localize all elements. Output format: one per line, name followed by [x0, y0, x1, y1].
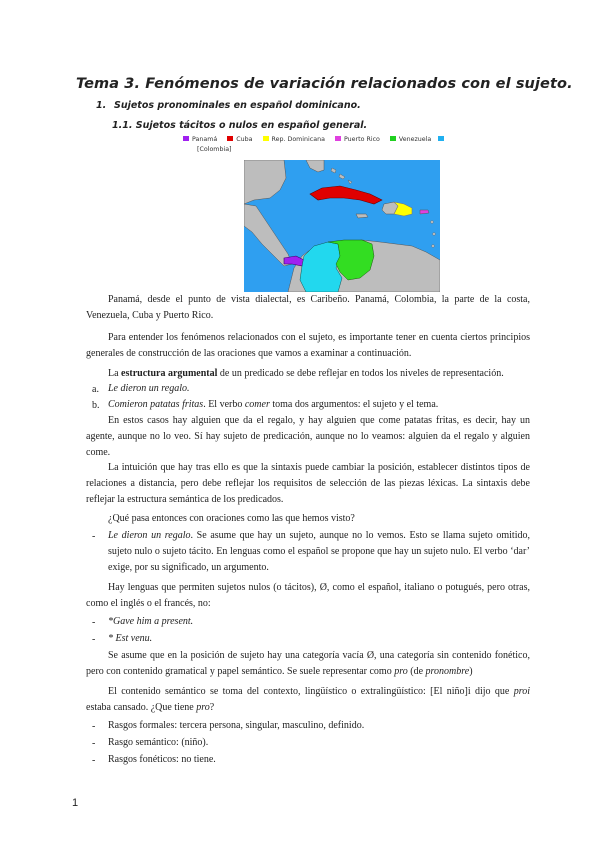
feature-semantic: Rasgo semántico: (niño).: [108, 737, 209, 748]
example-b-italic: Comieron patatas fritas: [108, 399, 204, 410]
example-b-end: toma dos argumentos: el sujeto y el tema.: [269, 399, 439, 410]
paragraph-9-pro: pro: [196, 702, 210, 713]
legend-swatch: [335, 136, 341, 141]
paragraph-8: [86, 648, 530, 680]
legend-label: Venezuela: [398, 136, 432, 143]
page-number: 1: [72, 797, 79, 809]
paragraph-9-q: ?: [209, 702, 215, 713]
example-a-text: Le dieron un regalo.: [108, 383, 190, 394]
section-number: 1.: [96, 100, 107, 111]
paragraph-3-term: estructura argumental: [121, 368, 218, 379]
dash-item-1: [108, 528, 530, 576]
paragraph-8-lead: Se asume que en la posición de sujeto hay una categoría vacía Ø, una categoría sin contenido fonético, pero con contenido gramatical y papel semántico. Se suele representar como: [86, 650, 530, 677]
dash-marker: -: [92, 634, 96, 645]
paragraph-3-rest: de un predicado se debe reflejar en todos los niveles de representación.: [217, 368, 504, 379]
paragraph-9-lead: El contenido semántico se toma del contexto, lingüístico o extralingüístico: [El niño]i dijo que: [108, 686, 514, 697]
example-marker-b: b.: [92, 400, 100, 411]
example-b: [108, 397, 438, 413]
dash-marker: -: [92, 721, 96, 732]
paragraph-9-proi: proi: [513, 686, 530, 697]
legend-swatch-colombia: [438, 136, 444, 141]
example-english-text: *Gave him a present.: [108, 616, 194, 627]
legend-label: Rep. Dominicana: [271, 136, 325, 143]
legend-swatch: [183, 136, 189, 141]
example-french-text: * Est venu.: [108, 633, 153, 644]
dash-marker: -: [92, 617, 96, 628]
paragraph-5: La intuición que hay tras ello es que la sintaxis puede cambiar la posición, establecer distintos tipos de relaciones a distancia, pero debe reflejar los requisitos de selección de las piezas léxicas. La sintaxis debe reflejar la estructura semántica de los predicados.: [86, 462, 530, 505]
paragraph-4: En estos casos hay alguien que da el regalo, y hay alguien que come patatas fritas, es decir, hay un agente, aunque no lo veo. Sí hay sujeto de predicación, aunque no lo veamos: alguien da el regalo y alguien come.: [86, 415, 530, 458]
paragraph-3-lead: La: [108, 368, 122, 379]
map-jamaica: [356, 214, 368, 218]
legend-extra-label: [Colombia]: [197, 146, 232, 153]
feature-formal: Rasgos formales: tercera persona, singular, masculino, definido.: [108, 720, 365, 731]
legend-swatch: [390, 136, 396, 141]
paragraph-8-mid: (de: [407, 666, 426, 677]
legend-item-panama: [183, 136, 217, 143]
legend-label: Puerto Rico: [343, 136, 380, 143]
section-heading: [96, 100, 361, 111]
paragraph-7: Hay lenguas que permiten sujetos nulos (o tácitos), Ø, como el español, italiano o potugués, pero otras, como el inglés o el francés, no:: [86, 582, 530, 609]
dash-item-1-text: . Se asume que hay un sujeto, aunque no lo vemos. Esto se llama sujeto omitido, sujeto nulo o sujeto tácito. En lenguas como el español se propone que hay un sujeto nulo. El verbo ‘dar’ exige, por su significado, un argumento.: [108, 530, 530, 573]
paragraph-8-pronombre: pronombre: [425, 666, 470, 677]
map-puerto-rico: [420, 210, 429, 214]
legend-item-cuba: [227, 136, 252, 143]
paragraph-8-end: ): [469, 666, 473, 677]
example-marker-a: a.: [92, 384, 99, 395]
page-title: Tema 3. Fenómenos de variación relacionados con el sujeto.: [76, 76, 573, 92]
legend-item-dominicana: [263, 136, 325, 143]
dash-marker: -: [92, 531, 96, 542]
paragraph-9-mid: estaba cansado. ¿Que tiene: [86, 702, 197, 713]
paragraph-8-pro: pro: [394, 666, 408, 677]
map-antilles: [431, 221, 434, 224]
section-title: Sujetos pronominales en español dominicano.: [114, 100, 361, 111]
example-b-mid: . El verbo: [203, 399, 245, 410]
example-french: [108, 631, 152, 647]
legend-swatch: [263, 136, 269, 141]
paragraph-3: [86, 366, 530, 382]
subsection-heading: 1.1. Sujetos tácitos o nulos en español general.: [112, 120, 368, 131]
map-legend: [183, 136, 473, 153]
example-english: [108, 614, 193, 630]
legend-item-venezuela: [390, 136, 431, 143]
example-a: [108, 381, 189, 397]
map-antilles: [432, 245, 435, 248]
legend-item-puerto-rico: [335, 136, 380, 143]
paragraph-2: Para entender los fenómenos relacionados con el sujeto, es importante tener en cuenta ciertos principios generales de construcción de las oraciones que vamos a examinar a continuación.: [86, 332, 530, 359]
map-antilles: [433, 233, 436, 236]
paragraph-9: [86, 684, 530, 716]
caribbean-map: [244, 160, 440, 292]
legend-label: Panamá: [192, 136, 218, 143]
legend-label: Cuba: [236, 136, 253, 143]
paragraph-1: Panamá, desde el punto de vista dialectal, es Caribeño. Panamá, Colombia, la parte de la costa, Venezuela, Cuba y Puerto Rico.: [86, 294, 530, 321]
legend-swatch: [227, 136, 233, 141]
paragraph-6: ¿Qué pasa entonces con oraciones como las que hemos visto?: [108, 513, 355, 524]
example-b-verb: comer: [244, 399, 270, 410]
dash-item-1-italic: Le dieron un regalo: [108, 530, 191, 541]
dash-marker: -: [92, 755, 96, 766]
feature-phonetic: Rasgos fonéticos: no tiene.: [108, 754, 216, 765]
dash-marker: -: [92, 738, 96, 749]
